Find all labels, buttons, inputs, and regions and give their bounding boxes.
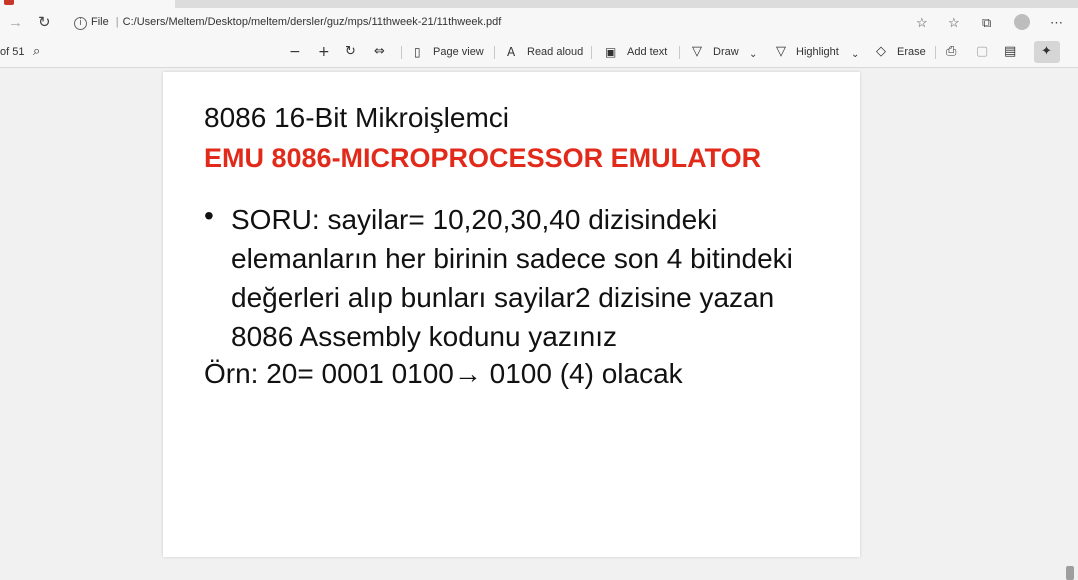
read-aloud-icon: A [507, 45, 516, 59]
rotate-icon[interactable]: ↻ [345, 44, 356, 59]
chevron-down-icon[interactable]: ⌄ [851, 49, 860, 60]
save-as-icon[interactable]: ▤ [1004, 44, 1017, 59]
forward-arrow-icon[interactable]: → [8, 14, 23, 31]
example-line: Örn: 20= 0001 0100→ 0100 (4) olacak [204, 358, 683, 389]
toolbar-divider [494, 46, 495, 59]
print-icon[interactable]: ⎙ [946, 44, 957, 59]
pdf-favicon-icon [4, 0, 14, 5]
slide-subtitle: EMU 8086-MICROPROCESSOR EMULATOR [204, 143, 762, 173]
chevron-down-icon[interactable]: ⌄ [749, 49, 758, 60]
url-separator: | [115, 16, 119, 28]
bullet-text [231, 200, 851, 356]
pdf-toolbar [0, 38, 1078, 68]
collections-icon[interactable]: ⧉ [982, 15, 992, 30]
pin-icon: ✦ [1041, 44, 1052, 59]
erase-icon: ◇ [876, 44, 886, 59]
page-view-icon: ▯ [414, 45, 421, 59]
search-icon[interactable]: ⌕ [33, 44, 41, 59]
slide-title: 8086 16-Bit Mikroişlemci [204, 102, 509, 133]
pdf-viewer[interactable] [0, 68, 1078, 557]
tab-strip [0, 0, 1078, 8]
zoom-out-icon[interactable]: − [289, 44, 301, 60]
bullet-dot-icon: • [204, 200, 214, 231]
zoom-in-icon[interactable]: + [318, 44, 330, 60]
erase-button[interactable]: Erase [897, 46, 926, 58]
info-icon[interactable]: i [74, 17, 87, 30]
toolbar-divider [679, 46, 680, 59]
add-favorite-icon[interactable]: ☆ [916, 15, 928, 30]
url-text[interactable]: C:/Users/Meltem/Desktop/meltem/dersler/guz/mps/11thweek-21/11thweek.pdf [122, 16, 502, 28]
page-count: of 51 [0, 46, 25, 58]
draw-button[interactable]: Draw [713, 46, 739, 58]
profile-avatar[interactable] [1014, 14, 1030, 30]
more-menu-icon[interactable]: ⋯ [1050, 15, 1063, 30]
draw-icon: ▽ [692, 44, 702, 59]
add-text-button[interactable]: Add text [627, 46, 668, 58]
page-view-button[interactable]: Page view [433, 46, 484, 58]
scheme-label: File [91, 16, 109, 28]
pin-toolbar-button[interactable] [1034, 41, 1060, 63]
browser-tab[interactable] [0, 0, 175, 8]
read-aloud-button[interactable]: Read aloud [527, 46, 584, 58]
bullet-line: değerleri alıp bunları sayilar2 dizisine yazan [231, 282, 775, 313]
toolbar-divider [935, 46, 936, 59]
refresh-icon[interactable]: ↻ [38, 14, 51, 31]
bullet-line: elemanların her birinin sadece son 4 bitindeki [231, 243, 793, 274]
toolbar-divider [401, 46, 402, 59]
url-field[interactable] [74, 16, 501, 30]
scrollbar-thumb[interactable] [1066, 566, 1074, 580]
favorites-icon[interactable]: ☆ [948, 15, 960, 30]
address-bar [0, 8, 1078, 39]
bullet-line: SORU: sayilar= 10,20,30,40 dizisindeki [231, 204, 718, 235]
toolbar-divider [591, 46, 592, 59]
save-icon[interactable]: ▢ [976, 44, 989, 59]
fit-to-width-icon[interactable]: ⇔ [374, 44, 385, 59]
bullet-line: 8086 Assembly kodunu yazınız [231, 321, 618, 352]
highlight-icon: ▽ [776, 44, 786, 59]
highlight-button[interactable]: Highlight [796, 46, 839, 58]
pdf-page [163, 72, 860, 557]
add-text-icon: ▣ [605, 45, 617, 59]
